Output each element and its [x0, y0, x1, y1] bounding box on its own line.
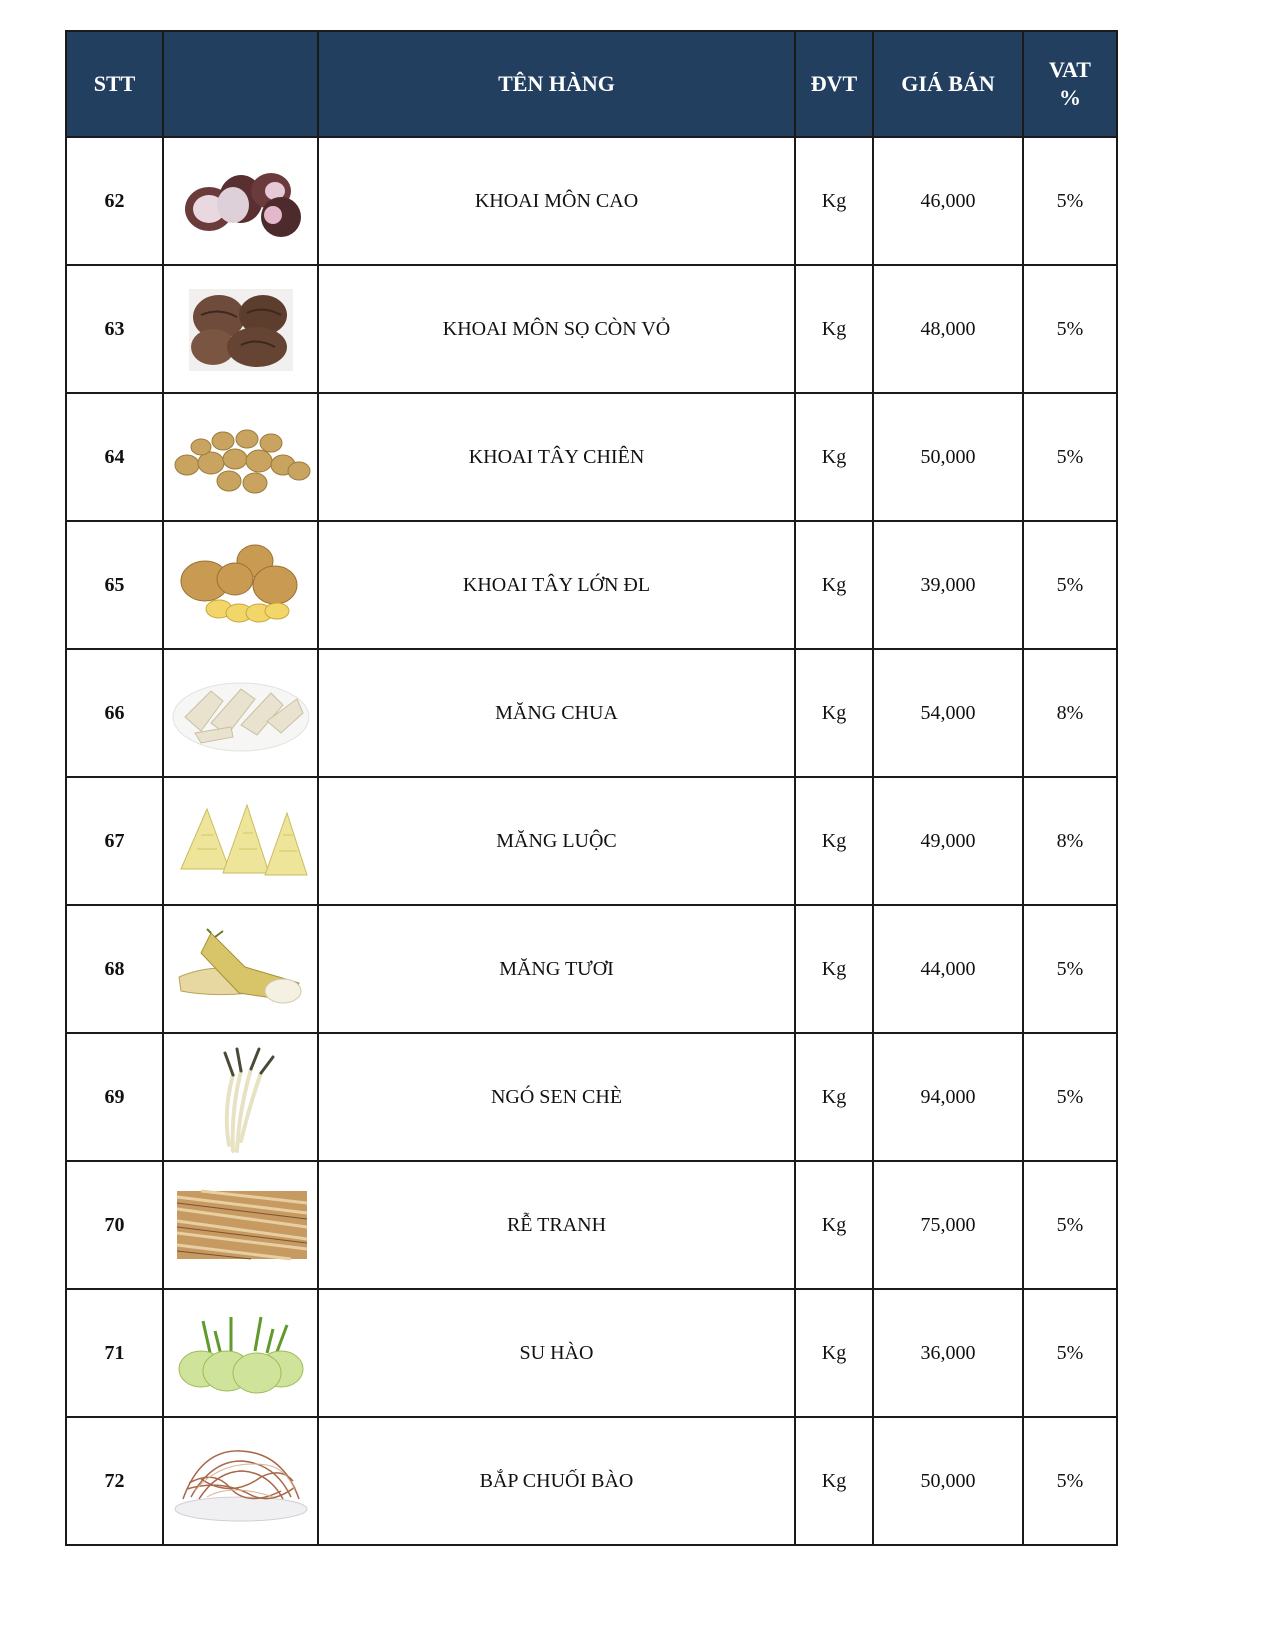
table-row: [66, 1033, 1117, 1161]
cell-name: MĂNG TƯƠI: [318, 905, 795, 1033]
cell-vat: 5%: [1023, 265, 1117, 393]
cell-vat: 5%: [1023, 393, 1117, 521]
cell-unit: Kg: [795, 1033, 873, 1161]
cell-price: 36,000: [873, 1289, 1023, 1417]
table-row: [66, 1417, 1117, 1545]
header-vat-line2: %: [1059, 85, 1081, 110]
cell-name: SU HÀO: [318, 1289, 795, 1417]
cell-price: 54,000: [873, 649, 1023, 777]
cell-price: 44,000: [873, 905, 1023, 1033]
cell-stt: 66: [66, 649, 163, 777]
cell-unit: Kg: [795, 1161, 873, 1289]
potatoes-image: [171, 543, 311, 627]
cell-image: [163, 521, 318, 649]
cell-image: [163, 265, 318, 393]
cell-stt: 62: [66, 137, 163, 265]
cell-unit: Kg: [795, 265, 873, 393]
cell-unit: Kg: [795, 521, 873, 649]
cell-name: BẮP CHUỐI BÀO: [318, 1417, 795, 1545]
small-potatoes-image: [171, 415, 311, 499]
cell-image: [163, 1417, 318, 1545]
cell-unit: Kg: [795, 393, 873, 521]
cell-image: [163, 1161, 318, 1289]
lotus-root-image: [171, 1041, 311, 1153]
cell-vat: 8%: [1023, 649, 1117, 777]
cell-stt: 68: [66, 905, 163, 1033]
header-vat-line1: VAT: [1049, 57, 1091, 82]
header-price: GIÁ BÁN: [873, 31, 1023, 137]
header-name: TÊN HÀNG: [318, 31, 795, 137]
cell-image: [163, 905, 318, 1033]
cell-stt: 72: [66, 1417, 163, 1545]
cell-name: RỄ TRANH: [318, 1161, 795, 1289]
cell-price: 50,000: [873, 1417, 1023, 1545]
cell-unit: Kg: [795, 1289, 873, 1417]
header-unit: ĐVT: [795, 31, 873, 137]
cell-stt: 69: [66, 1033, 163, 1161]
table-row: [66, 777, 1117, 905]
cell-name: KHOAI TÂY CHIÊN: [318, 393, 795, 521]
cell-stt: 71: [66, 1289, 163, 1417]
cell-price: 75,000: [873, 1161, 1023, 1289]
cell-stt: 65: [66, 521, 163, 649]
cell-image: [163, 1289, 318, 1417]
table-row: [66, 649, 1117, 777]
cell-vat: 8%: [1023, 777, 1117, 905]
table-row: [66, 393, 1117, 521]
cell-stt: 63: [66, 265, 163, 393]
cell-vat: 5%: [1023, 1289, 1117, 1417]
table-row: [66, 265, 1117, 393]
cell-vat: 5%: [1023, 1161, 1117, 1289]
cell-vat: 5%: [1023, 1417, 1117, 1545]
cell-vat: 5%: [1023, 1033, 1117, 1161]
boiled-bamboo-image: [171, 799, 311, 883]
kohlrabi-image: [171, 1311, 311, 1395]
cell-name: MĂNG CHUA: [318, 649, 795, 777]
cell-stt: 70: [66, 1161, 163, 1289]
header-stt: STT: [66, 31, 163, 137]
taro-root-image: [171, 287, 311, 371]
cell-price: 48,000: [873, 265, 1023, 393]
cell-image: [163, 1033, 318, 1161]
cell-unit: Kg: [795, 905, 873, 1033]
cell-vat: 5%: [1023, 905, 1117, 1033]
cell-stt: 67: [66, 777, 163, 905]
cell-vat: 5%: [1023, 521, 1117, 649]
cell-price: 94,000: [873, 1033, 1023, 1161]
cell-vat: 5%: [1023, 137, 1117, 265]
cell-name: NGÓ SEN CHÈ: [318, 1033, 795, 1161]
table-row: [66, 905, 1117, 1033]
cell-image: [163, 393, 318, 521]
cell-price: 46,000: [873, 137, 1023, 265]
cell-image: [163, 649, 318, 777]
grass-root-image: [171, 1183, 311, 1267]
table-row: [66, 1289, 1117, 1417]
table-row: [66, 1161, 1117, 1289]
cell-stt: 64: [66, 393, 163, 521]
cell-name: KHOAI MÔN SỌ CÒN VỎ: [318, 265, 795, 393]
price-table: [65, 30, 1118, 1546]
cell-unit: Kg: [795, 777, 873, 905]
cell-name: KHOAI MÔN CAO: [318, 137, 795, 265]
header-image: [163, 31, 318, 137]
cell-image: [163, 777, 318, 905]
cell-image: [163, 137, 318, 265]
fresh-bamboo-image: [171, 927, 311, 1011]
cell-unit: Kg: [795, 1417, 873, 1545]
taro-image: [171, 159, 311, 243]
shredded-banana-flower-image: [171, 1439, 311, 1523]
header-vat: [1023, 31, 1117, 137]
cell-name: MĂNG LUỘC: [318, 777, 795, 905]
cell-price: 50,000: [873, 393, 1023, 521]
cell-price: 49,000: [873, 777, 1023, 905]
sour-bamboo-image: [171, 671, 311, 755]
cell-unit: Kg: [795, 649, 873, 777]
table-row: [66, 137, 1117, 265]
cell-price: 39,000: [873, 521, 1023, 649]
cell-name: KHOAI TÂY LỚN ĐL: [318, 521, 795, 649]
table-row: [66, 521, 1117, 649]
header-row: [66, 31, 1117, 137]
cell-unit: Kg: [795, 137, 873, 265]
